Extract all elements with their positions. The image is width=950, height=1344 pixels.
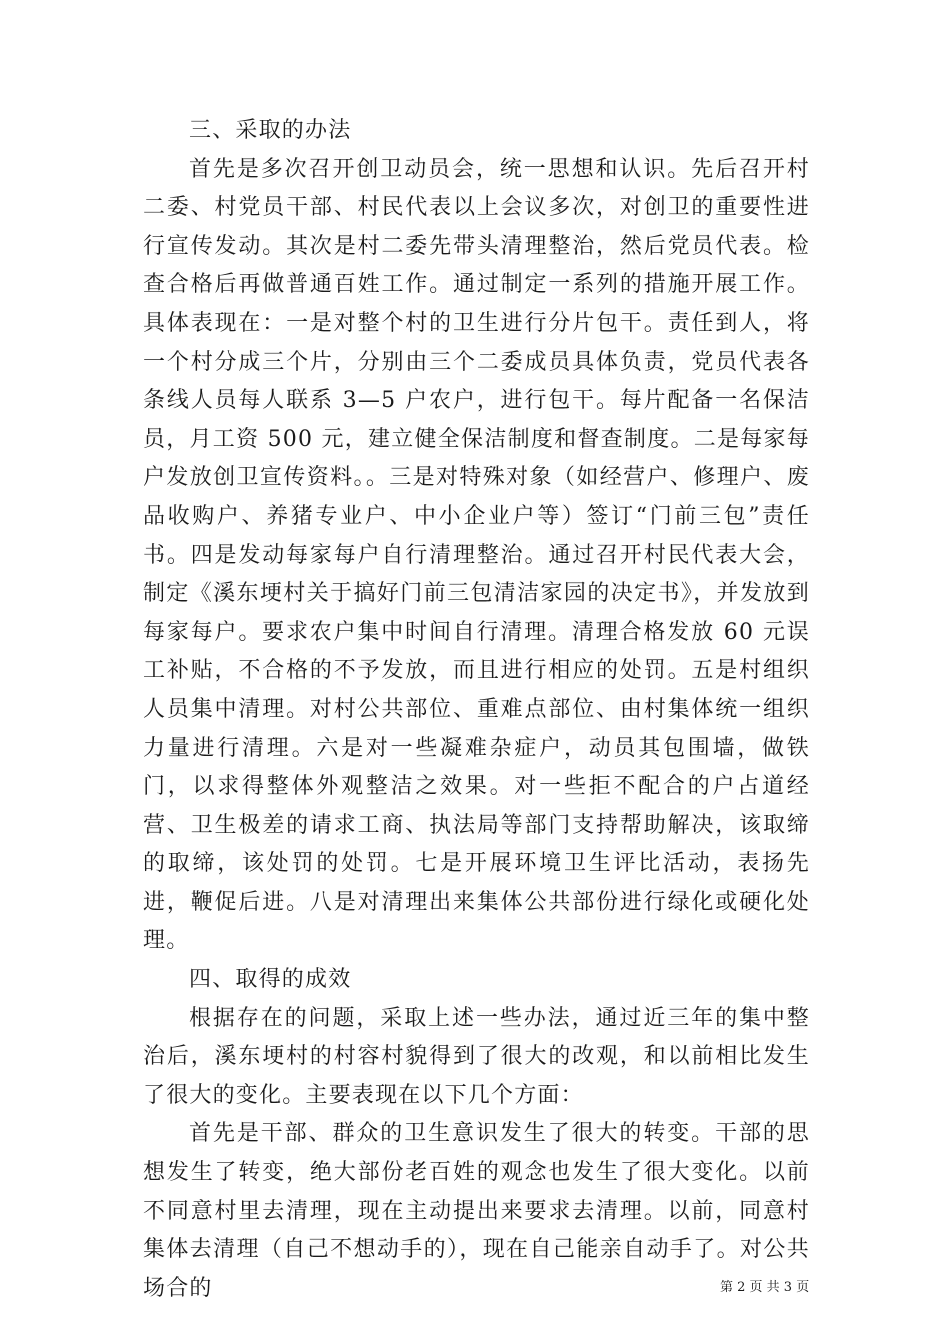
document-body — [143, 112, 810, 1308]
paragraph-results-awareness: 首先是干部、群众的卫生意识发生了很大的转变。干部的思想发生了转变，绝大部份老百姓的观念也发生了很大变化。以前不同意村里去清理，现在主动提出来要求去清理。以前，同意村集体去清理（自己不想动手的），现在自己能亲自动手了。对公共场合的 — [143, 1121, 810, 1301]
paragraph-results-intro: 根据存在的问题，采取上述一些办法，通过近三年的集中整治后，溪东埂村的村容村貌得到了很大的改观，和以前相比发生了很大的变化。主要表现在以下几个方面： — [143, 1005, 810, 1108]
page-number-footer: 第 2 页 共 3 页 — [720, 1280, 810, 1295]
paragraph-methods-detail: 首先是多次召开创卫动员会，统一思想和认识。先后召开村二委、村党员干部、村民代表以上会议多次，对创卫的重要性进行宣传发动。其次是村二委先带头清理整治，然后党员代表。检查合格后再做普通百姓工作。通过制定一系列的措施开展工作。具体表现在：一是对整个村的卫生进行分片包干。责任到人，将一个村分成三个片，分别由三个二委成员具体负责，党员代表各条线人员每人联系 3—5 户农户，进行包干。每片配备一名保洁员，月工资 500 元，建立健全保洁制度和督查制度。二是每家每户发放创卫宣传资料。。三是对特殊对象（如经营户、修理户、废品收购户、养猪专业户、中小企业户等）签订“门前三包”责任书。四是发动每家每户自行清理整治。通过召开村民代表大会，制定《溪东埂村关于搞好门前三包清洁家园的决定书》，并发放到每家每户。要求农户集中时间自行清理。清理合格发放 60 元误工补贴，不合格的不予发放，而且进行相应的处罚。五是村组织人员集中清理。对村公共部位、重难点部位、由村集体统一组织力量进行清理。六是对一些凝难杂症户，动员其包围墙，做铁门，以求得整体外观整洁之效果。对一些拒不配合的户占道经营、卫生极差的请求工商、执法局等部门支持帮助解决，该取缔的取缔，该处罚的处罚。七是开展环境卫生评比活动，表扬先进，鞭促后进。八是对清理出来集体公共部份进行绿化或硬化处理。 — [143, 156, 810, 954]
section-heading-results: 四、取得的成效 — [189, 967, 352, 993]
section-heading-methods: 三、采取的办法 — [189, 118, 352, 143]
